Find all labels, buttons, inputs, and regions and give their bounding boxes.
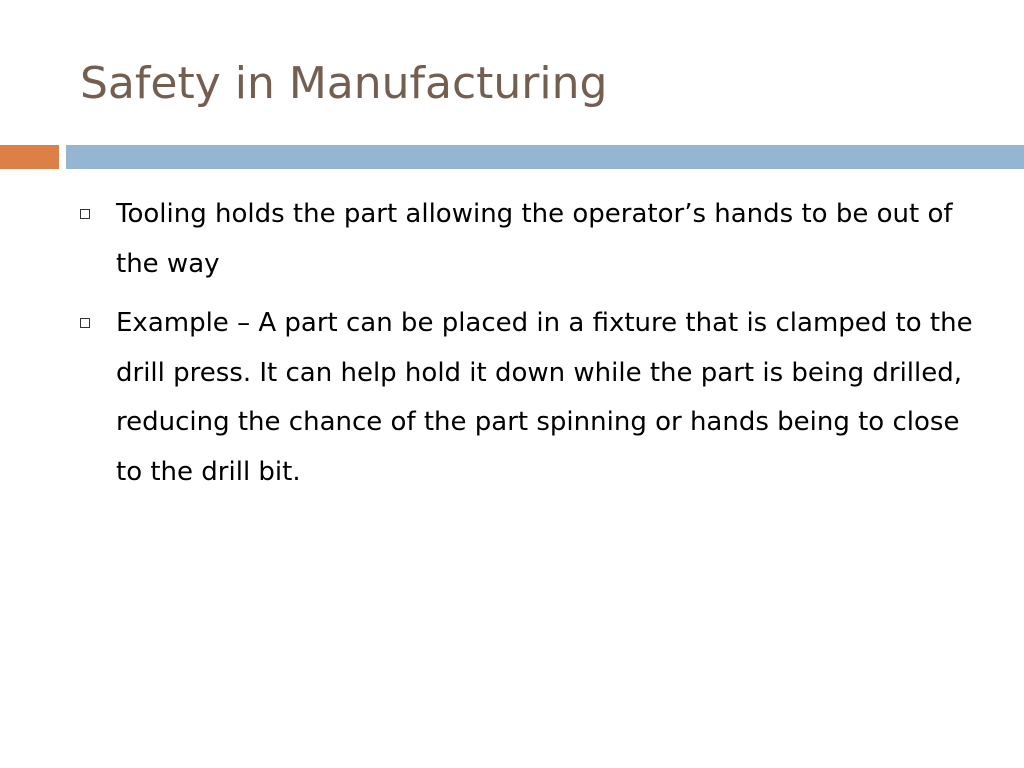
title-accent-bar [0,145,59,169]
bullet-item [80,190,980,289]
title-divider-bar [66,145,1024,169]
bullet-text: Tooling holds the part allowing the operator’s hands to be out of the way [116,199,953,279]
slide-title: Safety in Manufacturing [80,58,608,109]
bullet-item [80,299,980,497]
hollow-square-bullet-icon [80,209,90,219]
hollow-square-bullet-icon [80,318,90,328]
bullet-list [80,190,980,507]
bullet-text: Example – A part can be placed in a fixture that is clamped to the drill press. It can help hold it down while the part is being drilled, reducing the chance of the part spinning or hands being to close to the drill bit. [116,308,973,487]
